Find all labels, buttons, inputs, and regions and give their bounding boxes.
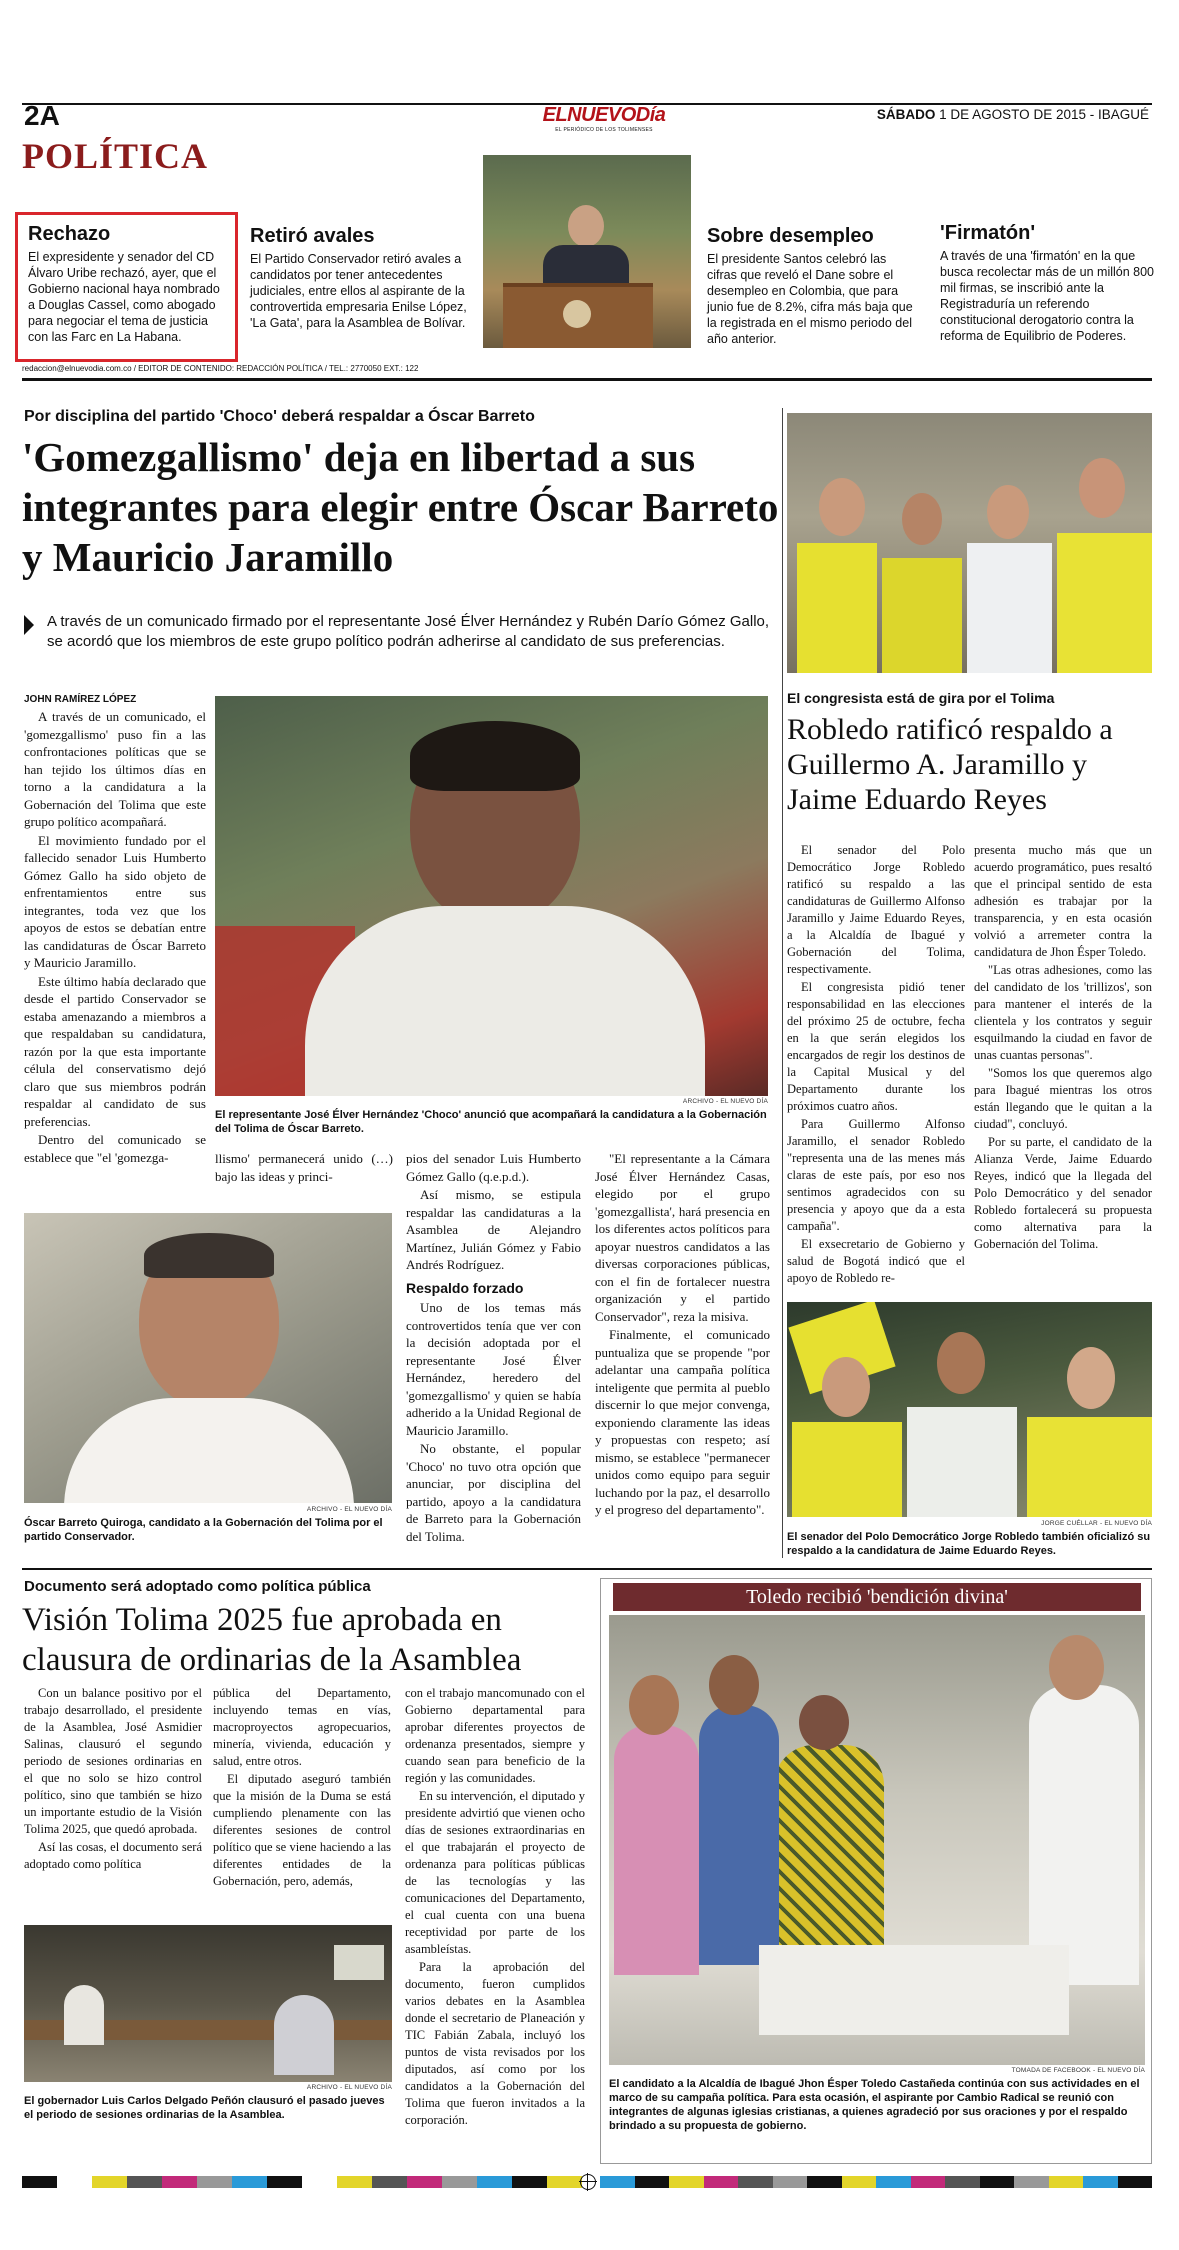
brief-title: Sobre desempleo: [707, 225, 874, 247]
paragraph: con el trabajo mancomunado con el Gobierno departamental para aprobar diferentes proyectos de ordenanza presentados, siempre y cuando sean para beneficio de la región y las comunidades.: [405, 1686, 585, 1785]
subject-hair: [410, 721, 580, 791]
shirt-yellow-right: [1027, 1417, 1152, 1517]
toledo-photo: [609, 1615, 1145, 2065]
main-col3: [406, 1150, 581, 1546]
screen: [334, 1945, 384, 1980]
person-pink: [614, 1725, 699, 1975]
brief-retiro-avales: [250, 225, 470, 331]
vision-col3: [405, 1685, 585, 2130]
paragraph: Así las cosas, el documento será adoptado como política: [24, 1840, 202, 1871]
person-1: [64, 1985, 104, 2045]
newspaper-logo: [534, 104, 674, 133]
paragraph: El congresista pidió tener responsabilidad en las elecciones del próximo 25 de octubre, fecha en la que serán elegidos los encargados de regir los destinos de la Capital Musical y del Departamento durante los próximos cuatro años.: [787, 980, 965, 1113]
date-rest: 1 DE AGOSTO DE 2015 - IBAGUÉ: [939, 107, 1149, 122]
shirt-yellow-1: [797, 543, 877, 673]
paragraph: Para la aprobación del documento, fueron cumplidos varios debates en la Asamblea donde el secretario de Planeación y TIC Fabián Zabala, incluyó los puntos de vista revisados por los diputados, así como por los candidatos a la Gobernación del Tolima que fueron invitados a la corporación.: [405, 1960, 585, 2127]
person-plaid: [774, 1745, 884, 1965]
robledo-col1: [787, 842, 965, 1288]
paragraph: A través de un comunicado, el 'gomezgallismo' puso fin a las confrontaciones políticas que se han tejido los últimos días en torno a la candidatura a la Gobernación del Tolima que este grupo político acompañará.: [24, 709, 206, 829]
date-day: SÁBADO: [876, 107, 936, 122]
barreto-photo-caption: Óscar Barreto Quiroga, candidato a la Gobernación del Tolima por el partido Conservador.: [24, 1517, 383, 1543]
subject-shirt: [305, 906, 705, 1096]
robledo-col2: [974, 842, 1152, 1254]
paragraph: presenta mucho más que un acuerdo programático, pues resaltó que el principal sentido de esta adhesión es trabajar por la transparencia, y en esta ocasión volvió a arremeter contra la candidatura de Jhon Ésper Toledo.: [974, 843, 1152, 959]
main-col1: [24, 708, 206, 1167]
shirt-white: [967, 543, 1052, 673]
briefs-bottom-rule: [22, 378, 1152, 381]
main-col4: [595, 1150, 770, 1520]
column-divider: [782, 408, 783, 1558]
brief-text: A través de una 'firmatón' en la que busca recolectar más de un millón 800 mil firmas, se inscribió ante la Registraduría un referendo constitucional derogatorio contra la reforma de Equilibrio de Poderes.: [940, 249, 1155, 343]
page-number: 2A: [24, 100, 60, 131]
logo-tagline: EL PERIÓDICO DE LOS TOLIMENSES: [555, 127, 653, 133]
shirt-white-center: [907, 1407, 1017, 1517]
robledo-headline: Robledo ratificó respaldo a Guillermo A. Jaramillo y Jaime Eduardo Reyes: [787, 713, 1113, 816]
robledo-photo-caption: El senador del Polo Democrático Jorge Robledo también oficializó su respaldo a la candidatura de Jaime Eduardo Reyes.: [787, 1531, 1151, 1557]
paragraph: El diputado aseguró también que la misión de la Duma se está cumpliendo plenamente con las diferentes sesiones de control político que se viene haciendo a las diferentes entidades de la Gobernación, pero, además,: [213, 1772, 391, 1888]
brief-text: El Partido Conservador retiró avales a candidatos por tener antecedentes judiciales, entre ellos al aspirante de la controvertida empresaria Enilse López, 'La Gata', para la Asamblea de Bolívar.: [250, 252, 467, 330]
brief-text: El presidente Santos celebró las cifras que reveló el Dane sobre el desempleo en Colombia, que para junio fue de 8.2%, cifra más baja que la registrada en el mismo periodo del año anterior.: [707, 252, 913, 346]
robledo-photo-credit: JORGE CUÉLLAR - EL NUEVO DÍA: [1041, 1520, 1152, 1527]
person-blue: [699, 1705, 779, 1965]
figure-head: [568, 205, 604, 247]
asamblea-photo-credit: ARCHIVO - EL NUEVO DÍA: [306, 2084, 392, 2091]
brief-title: Retiró avales: [250, 225, 375, 247]
shirt-yellow-2: [882, 558, 962, 673]
contact-line: redaccion@elnuevodia.com.co / EDITOR DE CONTENIDO: REDACCIÓN POLÍTICA / TEL.: 2770050 EXT.: 122: [22, 364, 419, 373]
toledo-box: [600, 1578, 1152, 2164]
face-blue: [709, 1655, 759, 1715]
vision-kicker: Documento será adoptado como política pública: [24, 1578, 371, 1595]
paragraph: No obstante, el popular 'Choco' no tuvo otra opción que anunciar, por disciplina del partido, apoyo a la candidatura de Barreto para la Gobernación del Tolima.: [406, 1441, 581, 1544]
paragraph: Así mismo, se estipula respaldar las candidaturas a la Asamblea de Alejandro Martínez, Julián Gómez y Fabio Andrés Rodríguez.: [406, 1187, 581, 1272]
brief-firmaton: [940, 222, 1155, 344]
vision-headline: Visión Tolima 2025 fue aprobada en clausura de ordinarias de la Asamblea: [22, 1602, 522, 1678]
santos-podium-photo: [483, 155, 691, 348]
lower-section-rule: [22, 1568, 1152, 1570]
robledo-group-photo: [787, 413, 1152, 673]
logo-text: ELNUEVODía: [542, 104, 666, 126]
deck-arrow-icon: [24, 615, 34, 635]
paragraph: El movimiento fundado por el fallecido senador Luis Humberto Gómez Gallo ha sido objeto de enfrentamientos entre sus integrantes, toda vez que los apoyos de estos se debatían entre las candidaturas de Óscar Barreto y Mauricio Jaramillo.: [24, 832, 206, 970]
main-byline: JOHN RAMÍREZ LÓPEZ: [24, 694, 137, 705]
paragraph: llismo' permanecerá unido (…) bajo las ideas y princi-: [215, 1151, 393, 1184]
face-1: [819, 478, 865, 536]
toledo-photo-caption: El candidato a la Alcaldía de Ibagué Jhon Ésper Toledo Castañeda continúa con sus actividades en el marco de su campaña política. Para esta ocasión, el aspirante por Cambio Radical se reunió con integrantes de algunas iglesias cristianas, a quienes agradeció por sus oraciones y por el respaldo brindado a su propuesta de gobierno.: [609, 2078, 1140, 2132]
registration-mark-icon: [580, 2174, 596, 2190]
color-registration-bar-left: [22, 2176, 582, 2188]
issue-date: [877, 107, 1149, 122]
subject-hair: [144, 1233, 274, 1278]
paragraph: Con un balance positivo por el trabajo desarrollado, el presidente de la Asamblea, José Asmidier Salinas, clausuró el segundo periodo de sesiones ordinarias en el que no solo se hizo control político, sino que también se hizo un importante estudio de la Visión Tolima 2025, que quedó aprobada.: [24, 1686, 202, 1836]
toledo-banner: Toledo recibió 'bendición divina': [613, 1583, 1141, 1611]
paragraph: El senador del Polo Democrático Jorge Robledo ratificó su respaldo a las candidaturas de Guillermo Alfonso Jaramillo y Jaime Eduardo Reyes, a la Alcaldía de Ibagué y Gobernación del Tolima, respectivamente.: [787, 843, 965, 976]
brief-text: El expresidente y senador del CD Álvaro Uribe rechazó, ayer, que el Gobierno nacional haya nombrado a Douglas Cassel, como abogado para negociar el tema de justicia con las Farc en La Habana.: [28, 250, 220, 344]
face-2: [902, 493, 942, 545]
paragraph: En su intervención, el diputado y presidente advirtió que vienen ocho días de sesiones extraordinarias en el que trabajarán el proyecto de ordenanza para políticas públicas de las tecnologías y las comunicaciones del Departamento, el cual cuenta con una buena receptividad por parte de los asambleístas.: [405, 1789, 585, 1956]
paragraph: Uno de los temas más controvertidos tenía que ver con la decisión adoptada por el representante José Élver Hernández, heredero del 'gomezgallismo' y quien se había adherido a la Unidad Regional de Mauricio Jaramillo.: [406, 1300, 581, 1438]
vision-col2: [213, 1685, 391, 1891]
brief-title: 'Firmatón': [940, 222, 1036, 244]
brief-rechazo: [15, 212, 238, 362]
asamblea-photo: [24, 1925, 392, 2082]
brief-title: Rechazo: [28, 223, 111, 245]
paragraph: Para Guillermo Alfonso Jaramillo, el senador Robledo "representa una de las menes más claras de este país, por eso nos sentimos agradecidos con su presencia y apoyo que da a esta campaña".: [787, 1117, 965, 1233]
section-title: POLÍTICA: [22, 136, 209, 176]
main-col2: [215, 1150, 393, 1186]
vision-col1: [24, 1685, 202, 1874]
person-white-right: [1029, 1685, 1139, 1985]
toledo-photo-credit: TOMADA DE FACEBOOK - EL NUEVO DÍA: [1011, 2067, 1145, 2074]
barreto-photo: [24, 1213, 392, 1503]
brief-desempleo: [707, 225, 917, 347]
robledo-reyes-photo: [787, 1302, 1152, 1517]
paragraph: Este último había declarado que desde el partido Conservador se estaba amenazando a miembros a que respaldaban su candidatura, razón por la que esta importante célula del conservatismo dejó claro que sus miembros podrán respaldar al candidato de sus preferencias.: [24, 973, 206, 1129]
choco-photo: [215, 696, 768, 1096]
main-headline: 'Gomezgallismo' deja en libertad a sus integrantes para elegir entre Óscar Barreto y Mauricio Jaramillo: [22, 434, 779, 580]
face-right: [1067, 1347, 1115, 1409]
color-registration-bar-right: [600, 2176, 1152, 2188]
subject-shirt: [64, 1398, 354, 1503]
robledo-kicker: El congresista está de gira por el Tolima: [787, 690, 1055, 706]
table: [759, 1945, 1069, 2035]
paragraph: Dentro del comunicado se establece que "el 'gomezga-: [24, 1132, 206, 1165]
paragraph: "Las otras adhesiones, como las del candidato de los 'trillizos', son para mantener el interés de la clientela y los contratos y seguir esquilmando la ciudad en favor de unas cuantas personas".: [974, 963, 1152, 1062]
face-left: [822, 1357, 870, 1417]
deck-text: A través de un comunicado firmado por el representante José Élver Hernández y Rubén Darío Gómez Gallo, se acordó que los miembros de este grupo político podrán adherirse al candidato de sus preferencias.: [47, 613, 770, 650]
paragraph: "Somos los que queremos algo para Ibagué mientras los otros están llegando que le quitan a la ciudad", concluyó.: [974, 1066, 1152, 1131]
paragraph: "El representante a la Cámara José Élver Hernández Casas, elegido por el grupo 'gomezgallista', hará presencia en los diferentes actos políticos para apoyar nuestros candidatos a las diversas corporaciones públicas, con el fin de fortalecer nuestra organización y el partido Conservador", reza la misiva.: [595, 1151, 770, 1324]
face-center: [937, 1332, 985, 1394]
paragraph: Por su parte, el candidato de la Alianza Verde, Jaime Eduardo Reyes, indicó que la llegada del Polo Democrático y del senador Robledo fortalecerá su propuesta como alternativa para la Gobernación del Tolima.: [974, 1135, 1152, 1251]
person-2: [274, 1995, 334, 2075]
choco-photo-credit: ARCHIVO - EL NUEVO DÍA: [682, 1098, 768, 1105]
paragraph: pios del senador Luis Humberto Gómez Gallo (q.e.p.d.).: [406, 1151, 581, 1184]
subhead-respaldo: Respaldo forzado: [406, 1279, 524, 1296]
barreto-photo-credit: ARCHIVO - EL NUEVO DÍA: [306, 1506, 392, 1513]
main-deck: [22, 612, 777, 652]
choco-photo-caption: El representante José Élver Hernández 'Choco' anunció que acompañará la candidatura a la Gobernación del Tolima de Óscar Barreto.: [215, 1109, 767, 1135]
face-3: [987, 485, 1029, 539]
face-plaid: [799, 1695, 849, 1750]
main-kicker: Por disciplina del partido 'Choco' deberá respaldar a Óscar Barreto: [24, 408, 535, 425]
asamblea-photo-caption: El gobernador Luis Carlos Delgado Peñón clausuró el pasado jueves el periodo de sesiones ordinarias de la Asamblea.: [24, 2095, 385, 2121]
paragraph: pública del Departamento, incluyendo temas en vías, macroproyectos agropecuarios, minería, vivienda, educación y salud, entre otros.: [213, 1686, 391, 1768]
shirt-yellow-3: [1057, 533, 1152, 673]
paragraph: El exsecretario de Gobierno y salud de Bogotá indicó que el apoyo de Robledo re-: [787, 1237, 965, 1285]
face-right: [1049, 1635, 1104, 1700]
paragraph: Finalmente, el comunicado puntualiza que se propende "por adelantar una campaña política inteligente que permita al pueblo discernir lo que mejor convenga, exponiendo claramente las ideas y propuestas con respeto; así mismo, se establece "permanecer unidos como equipo para seguir luchando por la paz, el desarrollo y el progreso del departamento".: [595, 1327, 770, 1517]
podium-seal: [563, 300, 591, 328]
face-pink: [629, 1675, 679, 1735]
shirt-yellow-left: [792, 1422, 902, 1517]
face-4: [1079, 458, 1125, 518]
